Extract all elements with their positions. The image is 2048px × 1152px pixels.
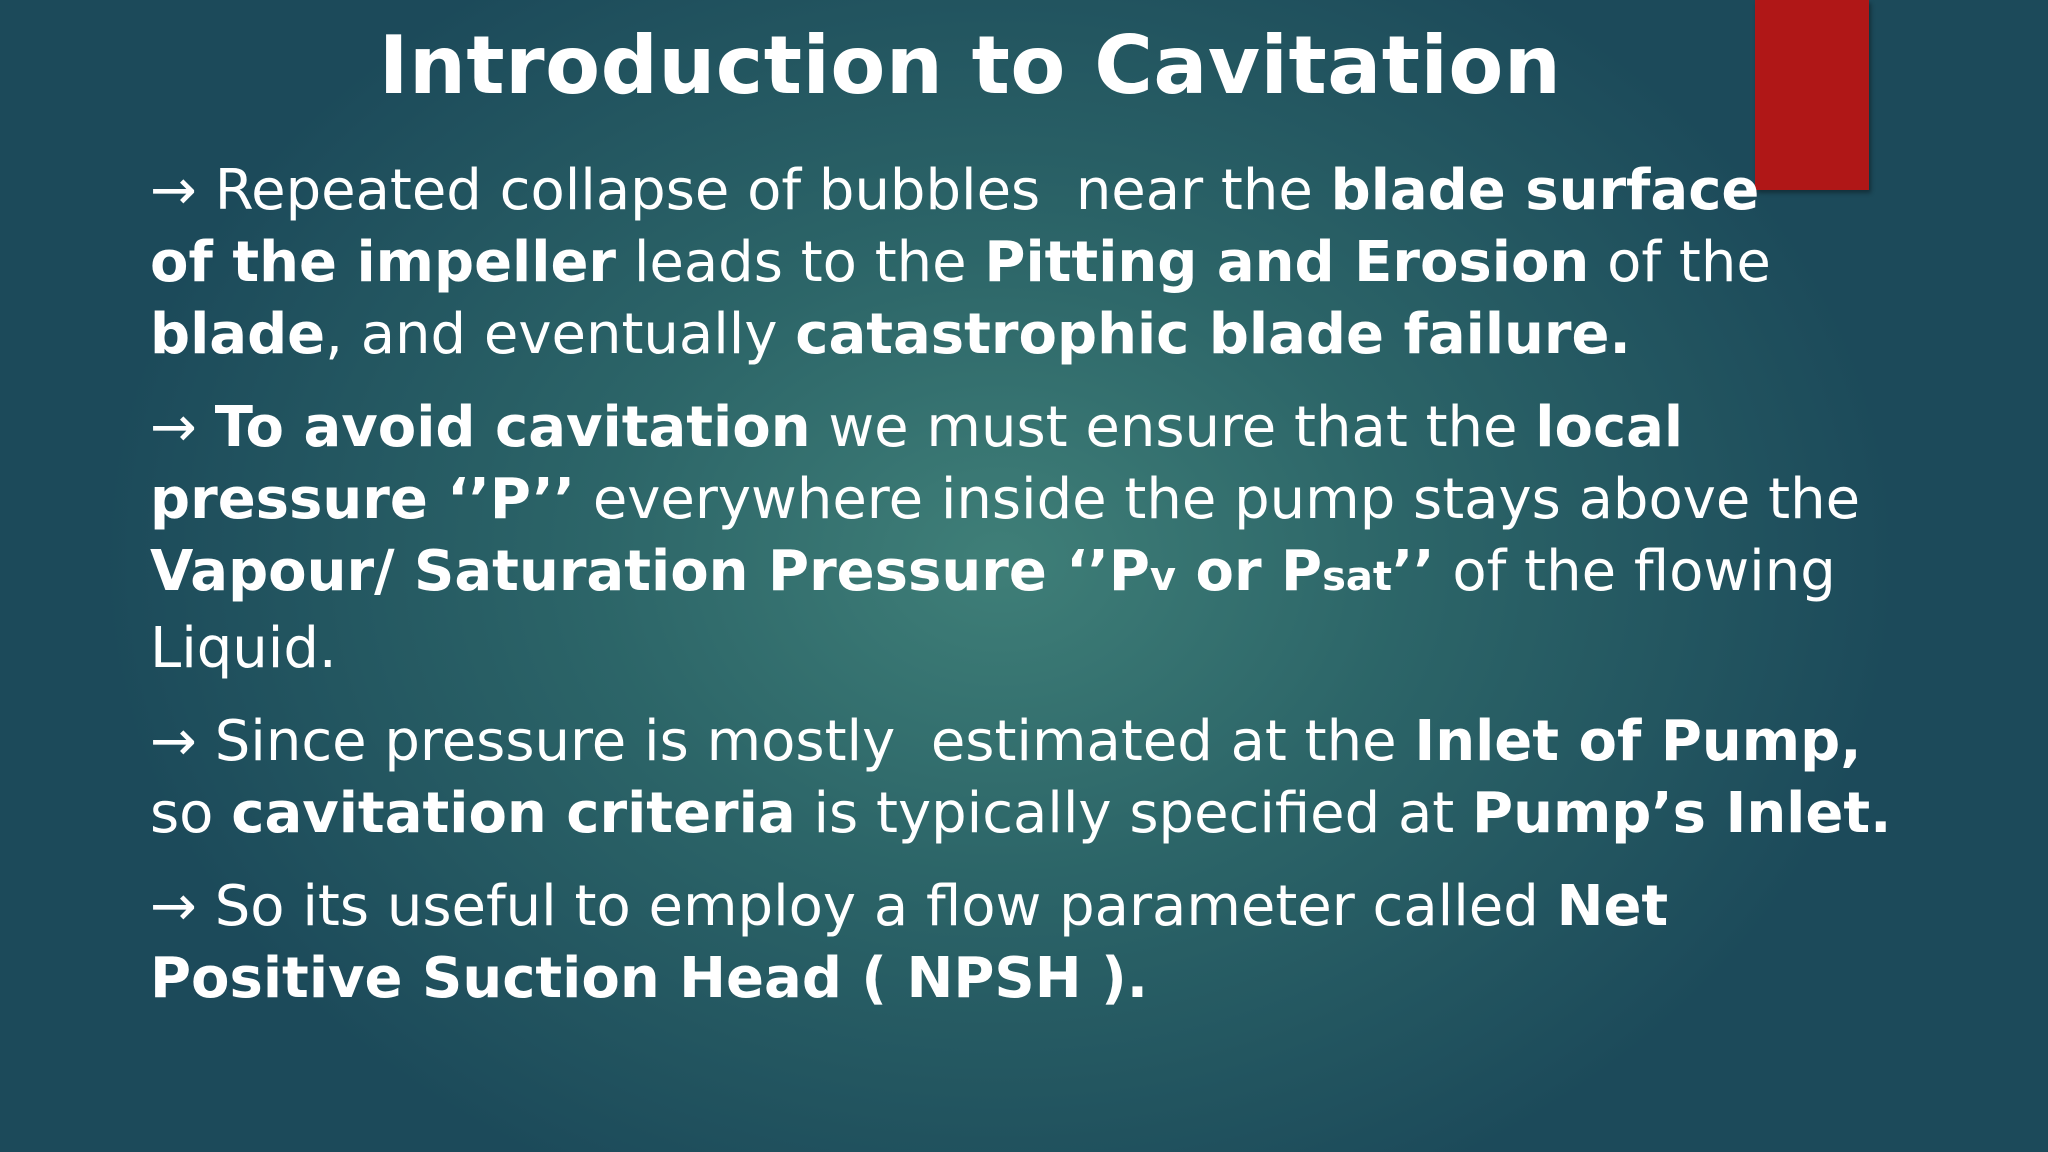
bold-run: catastrophic blade failure. [795, 302, 1631, 367]
text-run: everywhere inside the pump stays above the [575, 467, 1861, 532]
bold-run: blade [150, 302, 326, 367]
slide-body [150, 155, 1892, 1036]
right-arrow-icon: → [150, 158, 197, 223]
text-run: Repeated collapse of bubbles near the [214, 158, 1331, 223]
bullet-paragraph-3 [150, 706, 1892, 850]
text-run: leads to the [616, 230, 985, 295]
line [150, 871, 1850, 943]
subscript-run: sat [1322, 554, 1393, 600]
bullet-paragraph-1 [150, 155, 1850, 371]
bold-run: Vapour/ Saturation Pressure ‘’P [150, 539, 1150, 604]
text-run: So its useful to employ a flow parameter called [214, 874, 1557, 939]
line [150, 943, 1850, 1015]
right-arrow-icon: → [150, 395, 197, 460]
line [150, 613, 1850, 685]
bullet-paragraph-4 [150, 871, 1850, 1015]
text-run: we must ensure that the [810, 395, 1536, 460]
line [150, 227, 1850, 299]
bold-run: Pitting and Erosion [984, 230, 1590, 295]
slide-title: Introduction to Cavitation [378, 19, 1562, 112]
bold-run: of the impeller [150, 230, 617, 295]
bold-run: Pump’s Inlet. [1472, 781, 1892, 846]
line [150, 706, 1862, 778]
text-run: Since pressure is mostly estimated at the [214, 709, 1415, 774]
bold-run: Inlet of Pump, [1414, 709, 1862, 774]
text-run: of the [1589, 230, 1771, 295]
line [150, 778, 1892, 850]
line [150, 464, 1861, 536]
text-run: , and eventually [325, 302, 796, 367]
line [150, 299, 1850, 371]
subscript-run: v [1149, 554, 1176, 600]
bullet-paragraph-2 [150, 392, 1861, 685]
bold-run: pressure ‘’P’’ [150, 467, 576, 532]
bold-run: local [1535, 395, 1684, 460]
text-run: so [150, 781, 232, 846]
bold-run: cavitation criteria [231, 781, 796, 846]
bold-run: To avoid cavitation [214, 395, 811, 460]
line [150, 155, 1850, 227]
bold-run: or P [1175, 539, 1323, 604]
line [150, 536, 1850, 613]
bold-run: blade surface [1330, 158, 1760, 223]
line [150, 392, 1850, 464]
text-run: of the flowing [1434, 539, 1836, 604]
bold-run: ’’ [1392, 539, 1435, 604]
text-run: Liquid. [150, 616, 337, 681]
bold-run: Net [1556, 874, 1669, 939]
text-run: is typically specified at [795, 781, 1473, 846]
right-arrow-icon: → [150, 709, 197, 774]
right-arrow-icon: → [150, 874, 197, 939]
bold-run: Positive Suction Head ( NPSH ). [150, 946, 1148, 1011]
